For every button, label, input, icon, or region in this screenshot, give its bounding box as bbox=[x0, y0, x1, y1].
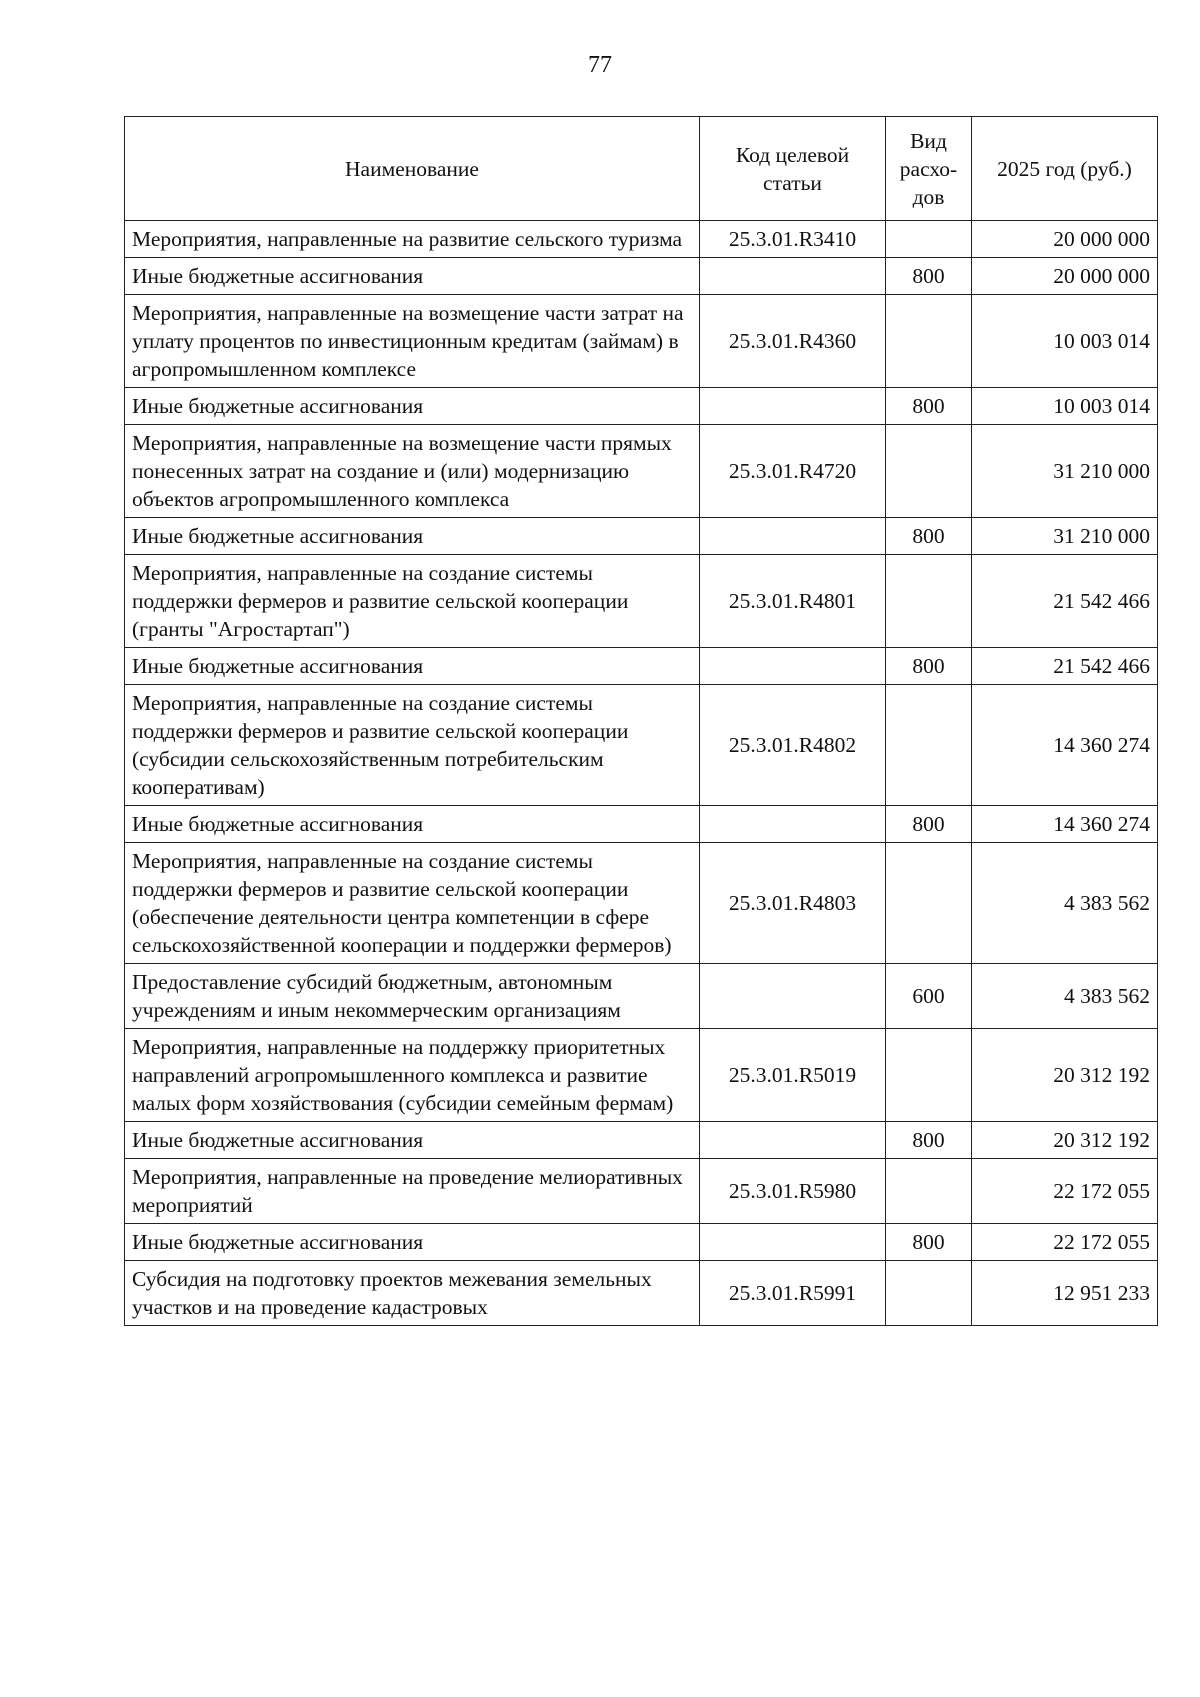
row-name: Мероприятия, направленные на развитие сельского туризма bbox=[125, 221, 700, 258]
header-code: Код целевой статьи bbox=[700, 117, 886, 221]
row-amount: 4 383 562 bbox=[972, 843, 1158, 964]
table-row bbox=[125, 1224, 1158, 1261]
row-code: 25.3.01.R4720 bbox=[700, 425, 886, 518]
row-code bbox=[700, 258, 886, 295]
row-name: Иные бюджетные ассигнования bbox=[125, 388, 700, 425]
row-code bbox=[700, 1224, 886, 1261]
row-name: Предоставление субсидий бюджетным, автономным учреждениям и иным некоммерческим организациям bbox=[125, 964, 700, 1029]
row-kind: 800 bbox=[886, 648, 972, 685]
table-row bbox=[125, 555, 1158, 648]
row-kind: 800 bbox=[886, 806, 972, 843]
row-name: Иные бюджетные ассигнования bbox=[125, 648, 700, 685]
row-amount: 20 000 000 bbox=[972, 221, 1158, 258]
table-row bbox=[125, 258, 1158, 295]
row-code: 25.3.01.R3410 bbox=[700, 221, 886, 258]
row-amount: 4 383 562 bbox=[972, 964, 1158, 1029]
row-code: 25.3.01.R5991 bbox=[700, 1261, 886, 1326]
table-row bbox=[125, 843, 1158, 964]
row-code bbox=[700, 806, 886, 843]
row-name: Субсидия на подготовку проектов межевания земельных участков и на проведение кадастровых bbox=[125, 1261, 700, 1326]
table-row bbox=[125, 518, 1158, 555]
header-name: Наименование bbox=[125, 117, 700, 221]
table-row bbox=[125, 648, 1158, 685]
row-kind: 800 bbox=[886, 1122, 972, 1159]
table-row bbox=[125, 221, 1158, 258]
row-kind bbox=[886, 1029, 972, 1122]
table-row bbox=[125, 425, 1158, 518]
table-row bbox=[125, 1122, 1158, 1159]
row-kind: 800 bbox=[886, 1224, 972, 1261]
row-code bbox=[700, 518, 886, 555]
table-header-row bbox=[125, 117, 1158, 221]
table-row bbox=[125, 1261, 1158, 1326]
row-amount: 21 542 466 bbox=[972, 555, 1158, 648]
row-kind bbox=[886, 221, 972, 258]
row-amount: 20 000 000 bbox=[972, 258, 1158, 295]
row-kind: 800 bbox=[886, 388, 972, 425]
row-code: 25.3.01.R5019 bbox=[700, 1029, 886, 1122]
budget-table bbox=[124, 116, 1158, 1326]
row-amount: 14 360 274 bbox=[972, 806, 1158, 843]
row-kind bbox=[886, 425, 972, 518]
header-amount: 2025 год (руб.) bbox=[972, 117, 1158, 221]
row-code bbox=[700, 388, 886, 425]
row-amount: 31 210 000 bbox=[972, 518, 1158, 555]
row-name: Иные бюджетные ассигнования bbox=[125, 1224, 700, 1261]
row-name: Иные бюджетные ассигнования bbox=[125, 1122, 700, 1159]
row-amount: 14 360 274 bbox=[972, 685, 1158, 806]
row-kind bbox=[886, 295, 972, 388]
table-body bbox=[125, 221, 1158, 1326]
table-row bbox=[125, 295, 1158, 388]
header-kind: Вид расхо-дов bbox=[886, 117, 972, 221]
row-amount: 12 951 233 bbox=[972, 1261, 1158, 1326]
row-name: Мероприятия, направленные на создание системы поддержки фермеров и развитие сельской кооперации (гранты "Агростартап") bbox=[125, 555, 700, 648]
row-code: 25.3.01.R4803 bbox=[700, 843, 886, 964]
row-kind bbox=[886, 685, 972, 806]
row-name: Мероприятия, направленные на возмещение части прямых понесенных затрат на создание и (или) модернизацию объектов агропромышленного комплекса bbox=[125, 425, 700, 518]
row-amount: 22 172 055 bbox=[972, 1159, 1158, 1224]
row-amount: 20 312 192 bbox=[972, 1122, 1158, 1159]
row-name: Иные бюджетные ассигнования bbox=[125, 258, 700, 295]
row-code: 25.3.01.R4801 bbox=[700, 555, 886, 648]
row-kind: 800 bbox=[886, 518, 972, 555]
table-row bbox=[125, 806, 1158, 843]
table-row bbox=[125, 1159, 1158, 1224]
table-row bbox=[125, 388, 1158, 425]
row-name: Иные бюджетные ассигнования bbox=[125, 518, 700, 555]
row-code bbox=[700, 1122, 886, 1159]
row-kind: 800 bbox=[886, 258, 972, 295]
row-name: Мероприятия, направленные на создание системы поддержки фермеров и развитие сельской кооперации (обеспечение деятельности центра компетенции в сфере сельскохозяйственной кооперации и поддержки фермеров) bbox=[125, 843, 700, 964]
table-row bbox=[125, 685, 1158, 806]
row-kind bbox=[886, 1159, 972, 1224]
row-kind bbox=[886, 843, 972, 964]
row-code: 25.3.01.R5980 bbox=[700, 1159, 886, 1224]
row-code: 25.3.01.R4802 bbox=[700, 685, 886, 806]
row-name: Мероприятия, направленные на создание системы поддержки фермеров и развитие сельской кооперации (субсидии сельскохозяйственным потребительским кооперативам) bbox=[125, 685, 700, 806]
row-kind bbox=[886, 555, 972, 648]
page-number: 77 bbox=[588, 52, 612, 78]
row-name: Мероприятия, направленные на проведение мелиоративных мероприятий bbox=[125, 1159, 700, 1224]
row-amount: 21 542 466 bbox=[972, 648, 1158, 685]
row-code bbox=[700, 964, 886, 1029]
row-amount: 22 172 055 bbox=[972, 1224, 1158, 1261]
row-name: Мероприятия, направленные на возмещение части затрат на уплату процентов по инвестиционным кредитам (займам) в агропромышленном комплексе bbox=[125, 295, 700, 388]
row-code: 25.3.01.R4360 bbox=[700, 295, 886, 388]
row-kind bbox=[886, 1261, 972, 1326]
row-amount: 10 003 014 bbox=[972, 388, 1158, 425]
table-row bbox=[125, 1029, 1158, 1122]
row-name: Иные бюджетные ассигнования bbox=[125, 806, 700, 843]
row-amount: 31 210 000 bbox=[972, 425, 1158, 518]
row-amount: 10 003 014 bbox=[972, 295, 1158, 388]
row-code bbox=[700, 648, 886, 685]
row-name: Мероприятия, направленные на поддержку приоритетных направлений агропромышленного комплекса и развитие малых форм хозяйствования (субсидии семейным фермам) bbox=[125, 1029, 700, 1122]
row-kind: 600 bbox=[886, 964, 972, 1029]
row-amount: 20 312 192 bbox=[972, 1029, 1158, 1122]
table-row bbox=[125, 964, 1158, 1029]
